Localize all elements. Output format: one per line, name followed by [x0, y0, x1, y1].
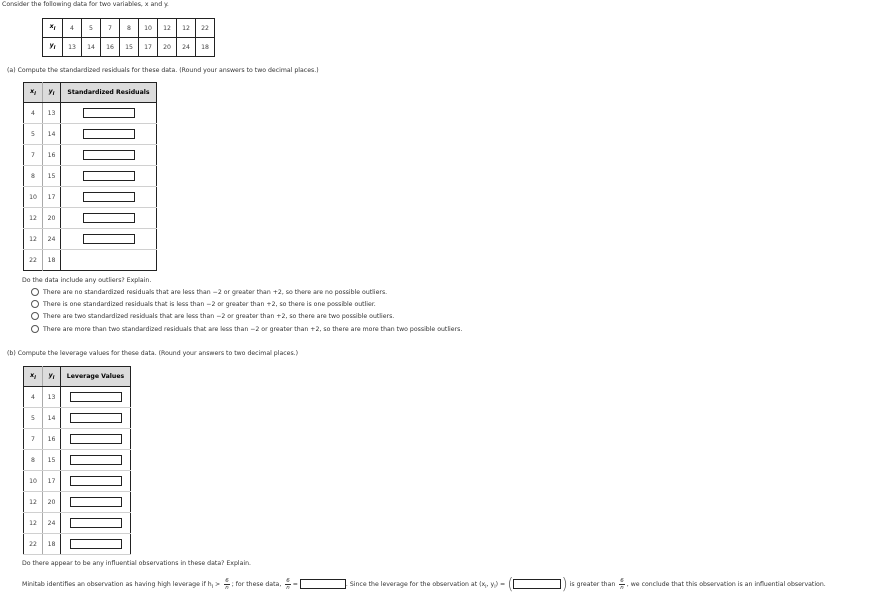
leverage-input[interactable]	[70, 413, 122, 423]
x-cell: 5	[82, 19, 101, 38]
outlier-option-4[interactable]: There are more than two standardized residuals that are less than −2 or greater than +2, so there are more than two possible outliers.	[31, 325, 462, 333]
radio-button[interactable]	[31, 325, 39, 333]
table-row: 22 18	[24, 250, 157, 271]
threshold-input[interactable]	[300, 579, 346, 589]
table-row: 7 16	[24, 145, 157, 166]
x-cell: 12	[177, 19, 196, 38]
outlier-option-2[interactable]: There is one standardized residuals that is less than −2 or greater than +2, so there is one possible outlier.	[31, 300, 376, 308]
leverage-input[interactable]	[70, 539, 122, 549]
data-table	[42, 18, 215, 57]
residual-input[interactable]	[83, 213, 135, 223]
residual-input[interactable]	[83, 129, 135, 139]
y-cell: 17	[139, 38, 158, 57]
x-cell: 4	[63, 19, 82, 38]
table-row: 10 17	[24, 471, 131, 492]
outliers-question: Do the data include any outliers? Explain.	[22, 277, 152, 284]
residual-input[interactable]	[83, 150, 135, 160]
x-cell: 8	[120, 19, 139, 38]
x-cell: 22	[196, 19, 215, 38]
observation-input[interactable]	[513, 579, 561, 589]
threshold-fraction: $\frac{6}{n}$	[225, 577, 229, 591]
residuals-table: $x_i$ $y_i$ Standardized Residuals 4 13 5 14 7 16 8 15 10 17 12 20 12 24 22 18	[23, 82, 157, 271]
table-row: 12 24	[24, 229, 157, 250]
threshold-fraction: $\frac{6}{n}$	[286, 577, 290, 591]
residuals-header: Standardized Residuals	[61, 83, 157, 103]
leverage-input[interactable]	[70, 392, 122, 402]
x-cell: 12	[158, 19, 177, 38]
x-label: x	[49, 23, 54, 31]
y-cell: 14	[82, 38, 101, 57]
table-row: 8 15	[24, 166, 157, 187]
leverage-input[interactable]	[70, 476, 122, 486]
table-row: 12 24	[24, 513, 131, 534]
table-row: 5 14	[24, 124, 157, 145]
y-cell: 24	[177, 38, 196, 57]
data-table-x-row: $x_i$ 4 5 7 8 10 12 12 22	[43, 19, 215, 38]
leverage-input[interactable]	[70, 455, 122, 465]
table-row: 10 17	[24, 187, 157, 208]
intro-text: Consider the following data for two variables, x and y.	[2, 1, 169, 8]
residual-input[interactable]	[83, 192, 135, 202]
leverage-header: Leverage Values	[61, 367, 131, 387]
y-cell: 16	[101, 38, 120, 57]
residual-input[interactable]	[83, 171, 135, 181]
y-cell: 18	[196, 38, 215, 57]
part-a-prompt: (a) Compute the standardized residuals for these data. (Round your answers to two decimal places.)	[7, 67, 319, 74]
table-row: 8 15	[24, 450, 131, 471]
table-row: 5 14	[24, 408, 131, 429]
part-b-prompt: (b) Compute the leverage values for these data. (Round your answers to two decimal places.)	[7, 350, 299, 357]
radio-button[interactable]	[31, 300, 39, 308]
data-table-y-row: $y_i$ 13 14 16 15 17 20 24 18	[43, 38, 215, 57]
leverage-input[interactable]	[70, 518, 122, 528]
table-row: 4 13	[24, 103, 157, 124]
radio-button[interactable]	[31, 312, 39, 320]
leverage-input[interactable]	[70, 434, 122, 444]
outlier-option-3[interactable]: There are two standardized residuals that are less than −2 or greater than +2, so there are two possible outliers.	[31, 312, 394, 320]
table-row: 22 18	[24, 534, 131, 555]
leverage-explanation: Minitab identifies an observation as having high leverage if $h_i$ > $\frac{6}{n}$ ; for these data, $\frac{6}{n}$ = . Since the leverage for the observation at ($x_i$, $y_i$) = ( ) is greater than $\frac{6}{n}$ , we conclude that this observation is an influential observation.	[22, 574, 826, 593]
leverage-input[interactable]	[70, 497, 122, 507]
table-row: 12 20	[24, 208, 157, 229]
table-row: 7 16	[24, 429, 131, 450]
y-label: y	[49, 42, 54, 50]
residual-input[interactable]	[83, 234, 135, 244]
radio-button[interactable]	[31, 288, 39, 296]
leverage-table: $x_i$ $y_i$ Leverage Values 4 13 5 14 7 16 8 15 10 17 12 20 12 24 22 18	[23, 366, 131, 555]
x-cell: 10	[139, 19, 158, 38]
y-cell: 15	[120, 38, 139, 57]
influential-question: Do there appear to be any influential observations in these data? Explain.	[22, 560, 251, 567]
residual-input[interactable]	[83, 108, 135, 118]
outlier-option-1[interactable]: There are no standardized residuals that are less than −2 or greater than +2, so there are no possible outliers.	[31, 288, 387, 296]
table-row: 12 20	[24, 492, 131, 513]
threshold-fraction: $\frac{6}{n}$	[620, 577, 624, 591]
table-row: 4 13	[24, 387, 131, 408]
y-cell: 13	[63, 38, 82, 57]
x-cell: 7	[101, 19, 120, 38]
y-cell: 20	[158, 38, 177, 57]
